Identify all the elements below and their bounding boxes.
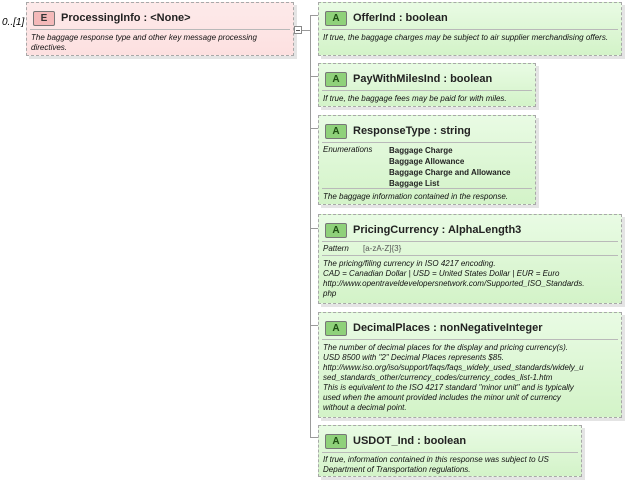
collapse-toggle[interactable] — [294, 26, 302, 34]
multiplicity-label: 0..[1] — [2, 17, 25, 28]
attribute-title: OfferInd : boolean — [353, 12, 448, 24]
divider — [322, 188, 532, 189]
attribute-description: The number of decimal places for the display and pricing currency(s). USD 8500 with "2" Decimal Places represents $85. http://www.iso.org/iso/support/faqs/faqs_widely_used_standards/widely_u sed_standards_other/currency_codes/currency_codes_list-1.htm This is equivalent to the ISO 4217 standard "minor unit" and is typically used when the amount provided includes the minor unit of currency without a decimal point. — [323, 343, 584, 412]
divider — [322, 339, 618, 340]
enumeration-value: Baggage Charge — [389, 146, 453, 155]
divider — [322, 90, 532, 91]
pattern-value: [a-zA-Z]{3} — [363, 244, 402, 253]
attribute-badge: A — [325, 124, 347, 139]
attribute-badge: A — [325, 321, 347, 336]
processing-info-element[interactable] — [26, 2, 294, 56]
attribute-description: If true, the baggage charges may be subject to air supplier merchandising offers. — [323, 33, 609, 42]
attribute-badge: A — [325, 223, 347, 238]
attribute-title: ResponseType : string — [353, 125, 471, 137]
attribute-paywithmilesind[interactable] — [318, 63, 536, 107]
connector-h-root — [302, 30, 310, 31]
attribute-title: DecimalPlaces : nonNegativeInteger — [353, 322, 543, 334]
attribute-decimalplaces[interactable] — [318, 312, 622, 418]
enumeration-value: Baggage Charge and Allowance — [389, 168, 511, 177]
attribute-badge: A — [325, 72, 347, 87]
attribute-title: USDOT_Ind : boolean — [353, 435, 467, 447]
attribute-badge: A — [325, 434, 347, 449]
enumeration-list — [389, 145, 511, 189]
attribute-description: The pricing/filing currency in ISO 4217 encoding. CAD = Canadian Dollar | USD = United States Dollar | EUR = Euro http://www.opentraveldevelopersnetwork.com/Supported_ISO_Standards. php — [323, 259, 585, 298]
connector-trunk — [310, 15, 311, 438]
divider — [322, 241, 618, 242]
element-title: ProcessingInfo : <None> — [61, 12, 191, 24]
attribute-description: If true, the baggage fees may be paid for with miles. — [323, 94, 507, 103]
element-badge: E — [33, 11, 55, 26]
attribute-description: The baggage information contained in the response. — [323, 192, 509, 201]
enumerations-label: Enumerations — [323, 145, 373, 154]
divider — [322, 29, 618, 30]
attribute-offerind[interactable] — [318, 2, 622, 56]
divider — [322, 142, 532, 143]
attribute-usdot-ind[interactable] — [318, 425, 582, 477]
pattern-label: Pattern — [323, 244, 349, 253]
attribute-pricingcurrency[interactable] — [318, 214, 622, 304]
attribute-title: PayWithMilesInd : boolean — [353, 73, 493, 85]
attribute-description: If true, information contained in this response was subject to US Department of Transportation regulations. — [323, 455, 549, 474]
enumeration-value: Baggage List — [389, 179, 440, 188]
element-description: The baggage response type and other key message processing directives. — [31, 33, 257, 52]
enumeration-value: Baggage Allowance — [389, 157, 465, 166]
divider — [30, 29, 290, 30]
attribute-responsetype[interactable] — [318, 115, 536, 205]
attribute-badge: A — [325, 11, 347, 26]
attribute-title: PricingCurrency : AlphaLength3 — [353, 224, 522, 236]
divider — [322, 452, 578, 453]
divider — [322, 255, 618, 256]
